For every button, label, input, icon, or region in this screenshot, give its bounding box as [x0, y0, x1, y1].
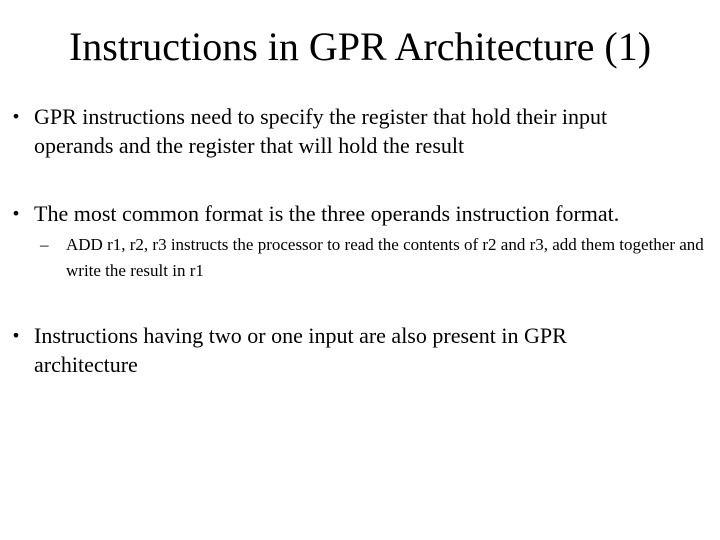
bullet-text: The most common format is the three operands instruction format.: [34, 201, 620, 226]
sub-bullet-item: [40, 232, 712, 284]
slide-title: Instructions in GPR Architecture (1): [68, 24, 652, 69]
bullet-item: [6, 199, 666, 228]
bullet-marker: •: [11, 204, 21, 223]
bullet-marker: •: [11, 107, 21, 126]
bullet-text: GPR instructions need to specify the register that hold their input operands and the register that will hold the result: [34, 104, 608, 158]
sub-bullet-text: ADD r1, r2, r3 instructs the processor to read the contents of r2 and r3, add them together and write the result in r1: [66, 235, 704, 280]
bullet-item: [6, 321, 666, 379]
bullet-text: Instructions having two or one input are also present in GPR architecture: [34, 323, 567, 377]
bullet-marker: •: [11, 326, 21, 345]
bullet-item: [6, 102, 666, 160]
sub-bullet-marker: –: [40, 235, 49, 254]
